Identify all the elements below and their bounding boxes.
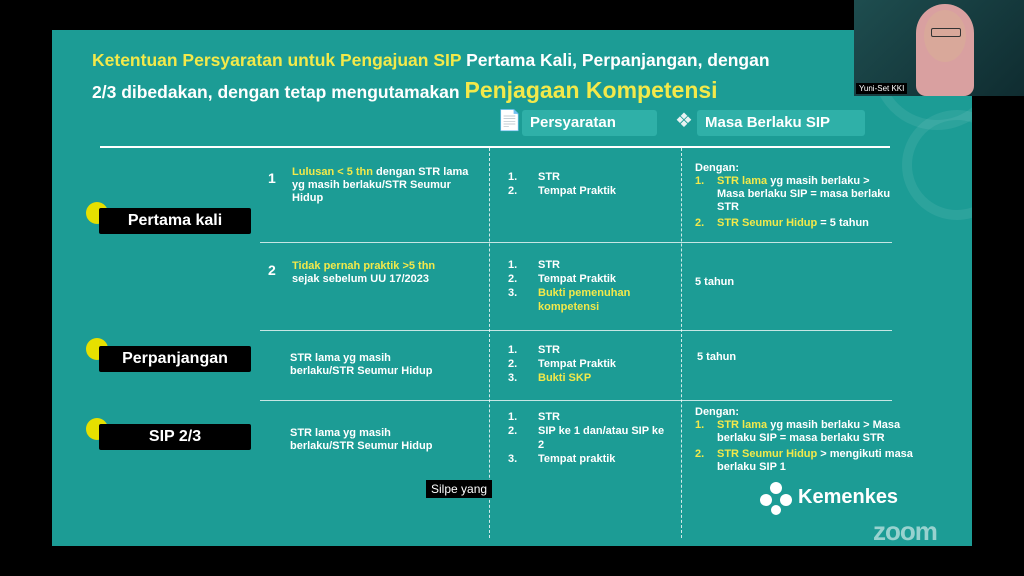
requirements-list <box>508 170 668 198</box>
glasses-icon <box>931 28 961 37</box>
zoom-watermark: zoom <box>873 516 937 546</box>
list-item: 2. SIP ke 1 dan/atau SIP ke 2 <box>508 425 665 451</box>
list-item: 1. STR lama yg masih berlaku > Masa berlaku SIP = masa berlaku STR <box>695 175 891 213</box>
title-highlight: Penjagaan Kompetensi <box>464 77 718 103</box>
list-item: 1. STR lama yg masih berlaku > Masa berlaku SIP = masa berlaku STR <box>695 419 901 444</box>
case-number: 1 <box>268 170 276 186</box>
row-label-renewal: Perpanjangan <box>99 346 251 372</box>
header-requirements <box>522 110 657 136</box>
document-icon: 📄 <box>497 110 522 132</box>
list-item: 1. STR <box>508 259 560 271</box>
hands-shield-icon: ❖ <box>675 110 693 132</box>
validity-value: 5 tahun <box>695 276 735 288</box>
decorative-ornament <box>902 110 972 220</box>
list-item: 2. STR Seumur Hidup = 5 tahun <box>695 217 869 229</box>
row-label-sip23: SIP 2/3 <box>99 424 251 450</box>
row-divider <box>260 330 892 331</box>
list-item: 3. Bukti SKP <box>508 372 592 384</box>
list-item: 1. STR <box>508 171 560 183</box>
validity-value: 5 tahun <box>697 351 737 363</box>
list-item: 2. Tempat Praktik <box>508 358 617 370</box>
title-highlight: Ketentuan Persyaratan untuk Pengajuan SIP <box>92 50 462 70</box>
requirements-list <box>508 258 668 314</box>
list-item: 1. STR <box>508 411 560 423</box>
header-divider <box>100 146 890 148</box>
validity-cell <box>695 162 895 230</box>
requirements-list <box>508 410 668 466</box>
case-condition <box>292 260 472 286</box>
row-divider <box>260 242 892 243</box>
case-condition-highlight: Lulusan < 5 thn <box>292 166 373 178</box>
header-validity <box>697 110 865 136</box>
list-item: 2. Tempat Praktik <box>508 185 617 197</box>
row-label-first: Pertama kali <box>99 208 251 234</box>
validity-intro: Dengan: <box>695 162 739 174</box>
validity-intro: Dengan: <box>695 406 739 418</box>
list-item: 2. STR Seumur Hidup > mengikuti masa berlaku SIP 1 <box>695 448 913 473</box>
header-requirements-label: Persyaratan <box>530 114 616 131</box>
header-validity-label: Masa Berlaku SIP <box>705 114 831 131</box>
live-caption: Silpe yang <box>426 480 492 498</box>
brand-name: Kemenkes <box>798 486 899 508</box>
kemenkes-logo-icon <box>758 480 794 516</box>
title-text: 2/3 dibedakan, dengan tetap mengutamakan <box>92 82 460 102</box>
requirements-list <box>508 343 668 385</box>
participant-video[interactable] <box>854 0 1024 96</box>
case-condition-text: dengan STR lama yg masih berlaku/STR Seumur Hidup <box>292 166 469 204</box>
presentation-slide <box>52 30 972 546</box>
column-divider <box>681 148 682 538</box>
case-number: 2 <box>268 262 276 278</box>
case-condition-text: sejak sebelum UU 17/2023 <box>292 273 429 285</box>
list-item: 3. Tempat praktik <box>508 453 616 465</box>
participant-name: Yuni-Set KKI <box>856 83 907 94</box>
title-text: Pertama Kali, Perpanjangan, dengan <box>466 50 770 70</box>
case-condition: STR lama yg masih berlaku/STR Seumur Hidup <box>290 427 433 452</box>
row-divider <box>260 400 892 401</box>
list-item: 3. Bukti pemenuhan kompetensi <box>508 287 631 313</box>
slide-title <box>92 45 972 107</box>
list-item: 1. STR <box>508 344 560 356</box>
validity-cell <box>695 406 925 474</box>
list-item: 2. Tempat Praktik <box>508 273 617 285</box>
case-condition: STR lama yg masih berlaku/STR Seumur Hidup <box>290 352 433 377</box>
case-condition <box>292 166 472 205</box>
case-condition-highlight: Tidak pernah praktik >5 thn <box>292 260 436 272</box>
